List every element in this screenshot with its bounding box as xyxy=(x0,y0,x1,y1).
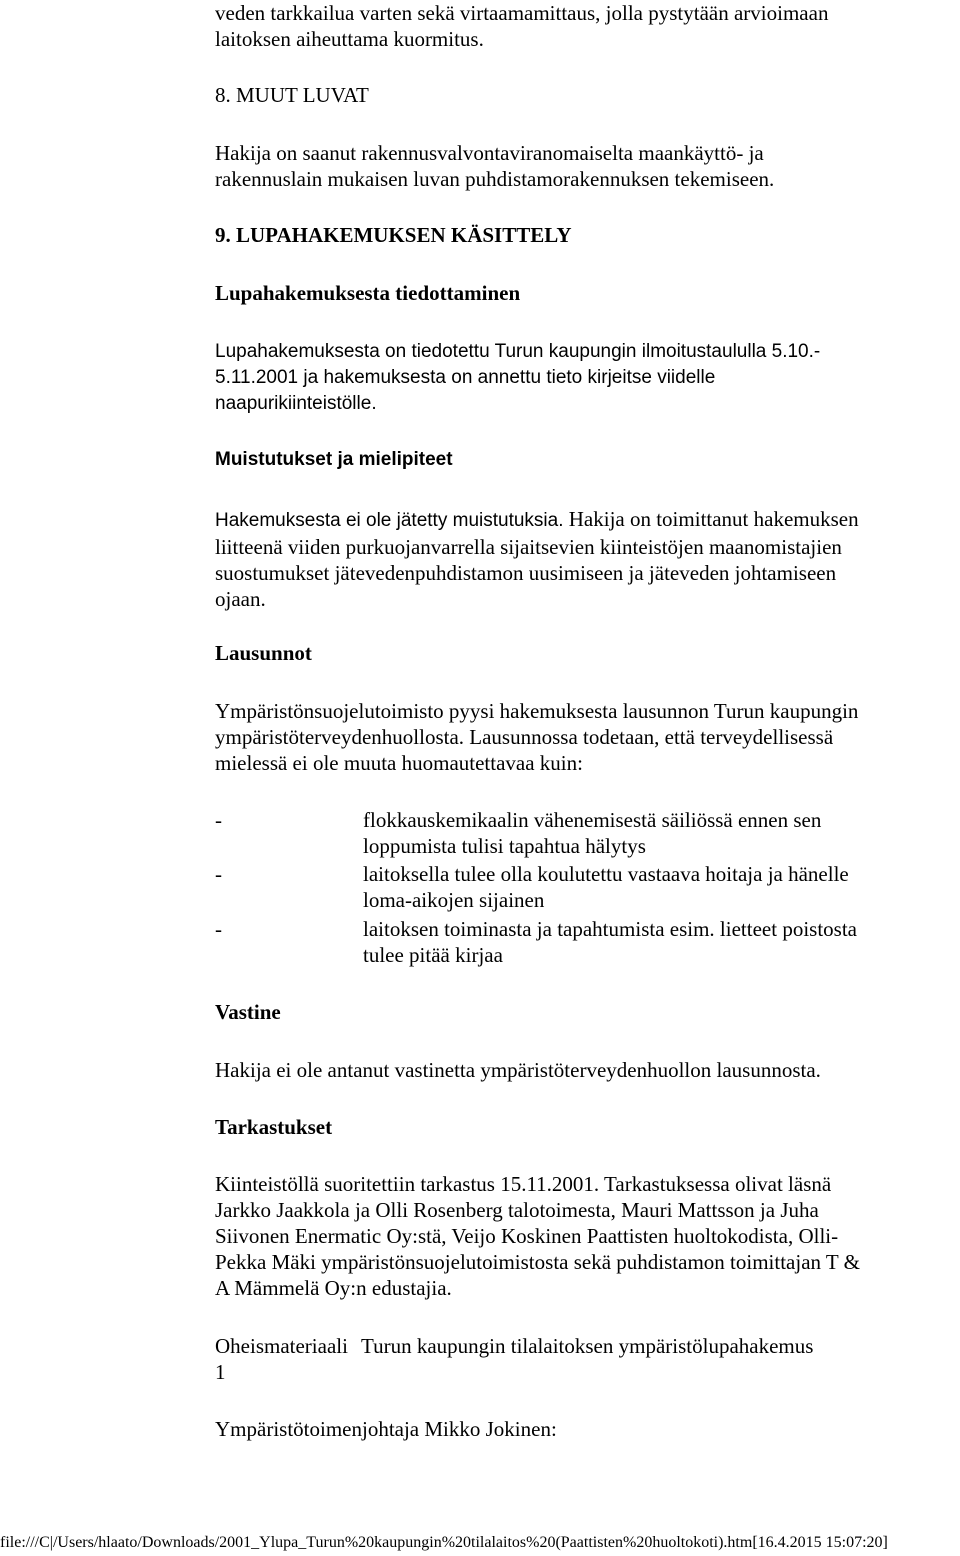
list-item-line-1: laitoksen toiminasta ja tapahtumista esim. lietteet poistosta xyxy=(363,917,857,941)
lausunnot-line-2: ympäristöterveydenhuollosta. Lausunnossa todetaan, että terveydellisessä xyxy=(215,725,834,749)
tarkastukset-line-5: A Mämmelä Oy:n edustajia. xyxy=(215,1276,452,1300)
list-item-line-1: flokkauskemikaalin vähenemisestä säiliössä ennen sen xyxy=(363,808,822,832)
tiedottaminen-line-1: Lupahakemuksesta on tiedotettu Turun kaupungin ilmoitustaululla 5.10.- xyxy=(215,341,821,362)
lausunnot-paragraph xyxy=(215,698,935,776)
tarkastukset-heading: Tarkastukset xyxy=(215,1115,333,1139)
tarkastukset-line-3: Siivonen Enermatic Oy:stä, Veijo Koskinen Paattisten huoltokodista, Olli- xyxy=(215,1224,839,1248)
muistutukset-line-2: liitteenä viiden purkuojanvarrella sijaitsevien kiinteistöjen maanomistajien xyxy=(215,535,842,559)
oheismateriaali-number: 1 xyxy=(215,1360,226,1384)
muistutukset-line-3: suostumukset jätevedenpuhdistamon uusimiseen ja jäteveden johtamiseen xyxy=(215,561,837,585)
lausunnot-line-3: mielessä ei ole muuta huomautettavaa kuin: xyxy=(215,751,583,775)
list-item-text xyxy=(363,861,923,913)
section-8-heading: 8. MUUT LUVAT xyxy=(215,83,369,107)
list-dash: - xyxy=(215,808,222,832)
tiedottaminen-paragraph xyxy=(215,339,935,417)
list-item-line-1: laitoksella tulee olla koulutettu vastaava hoitaja ja hänelle xyxy=(363,862,849,886)
list-dash: - xyxy=(215,862,222,886)
tarkastukset-line-2: Jarkko Jaakkola ja Olli Rosenberg talotoimesta, Mauri Mattsson ja Juha xyxy=(215,1198,819,1222)
muistutukset-heading: Muistutukset ja mielipiteet xyxy=(215,449,453,470)
list-item xyxy=(215,916,935,968)
section-8-paragraph xyxy=(215,140,935,192)
section-9-heading: 9. LUPAHAKEMUKSEN KÄSITTELY xyxy=(215,223,572,247)
intro-paragraph xyxy=(215,0,935,52)
oheismateriaali-line xyxy=(215,1333,935,1359)
list-item-line-2: loma-aikojen sijainen xyxy=(363,888,545,912)
list-item-line-2: tulee pitää kirjaa xyxy=(363,943,503,967)
list-item xyxy=(215,807,935,859)
section-8-line-1: Hakija on saanut rakennusvalvontaviranomaiselta maankäyttö- ja xyxy=(215,141,764,165)
list-item-line-2: loppumista tulisi tapahtua hälytys xyxy=(363,834,646,858)
intro-line-1: veden tarkkailua varten sekä virtaamamittaus, jolla pystytään arvioimaan xyxy=(215,1,829,25)
muistutukset-paragraph xyxy=(215,506,935,612)
footer-file-path: file:///C|/Users/hlaato/Downloads/2001_Ylupa_Turun%20kaupungin%20tilalaitos%20(Paattisten%20huoltokoti).htm[16.4.2015 15:07:20] xyxy=(0,1534,888,1551)
vastine-paragraph: Hakija ei ole antanut vastinetta ympäristöterveydenhuollon lausunnosta. xyxy=(215,1058,821,1082)
muistutukset-line-1 xyxy=(215,506,935,534)
lausunnot-heading: Lausunnot xyxy=(215,641,312,665)
tarkastukset-paragraph xyxy=(215,1171,935,1301)
section-8-line-2: rakennuslain mukaisen luvan puhdistamorakennuksen tekemiseen. xyxy=(215,167,775,191)
list-item-text xyxy=(363,807,923,859)
tarkastukset-line-1: Kiinteistöllä suoritettiin tarkastus 15.11.2001. Tarkastuksessa olivat läsnä xyxy=(215,1172,832,1196)
vastine-heading: Vastine xyxy=(215,1000,281,1024)
tiedottaminen-line-3: naapurikiinteistölle. xyxy=(215,393,377,414)
list-item-text xyxy=(363,916,923,968)
tiedottaminen-heading: Lupahakemuksesta tiedottaminen xyxy=(215,281,521,305)
list-item xyxy=(215,861,935,913)
oheismateriaali-label: Oheismateriaali xyxy=(215,1334,348,1358)
tiedottaminen-line-2: 5.11.2001 ja hakemuksesta on annettu tieto kirjeitse viidelle xyxy=(215,367,716,388)
muistutukset-line-4: ojaan. xyxy=(215,587,266,611)
muistutukset-line-1a: Hakemuksesta ei ole jätetty muistutuksia. xyxy=(215,510,564,531)
signature-line: Ympäristötoimenjohtaja Mikko Jokinen: xyxy=(215,1417,557,1441)
oheismateriaali-text: Turun kaupungin tilalaitoksen ympäristölupahakemus xyxy=(361,1334,814,1358)
muistutukset-line-1b: Hakija on toimittanut hakemuksen xyxy=(563,507,859,531)
tarkastukset-line-4: Pekka Mäki ympäristönsuojelutoimistosta sekä puhdistamon toimittajan T & xyxy=(215,1250,860,1274)
intro-line-2: laitoksen aiheuttama kuormitus. xyxy=(215,27,484,51)
oheismateriaali-row xyxy=(215,1333,935,1385)
list-dash: - xyxy=(215,917,222,941)
lausunnot-line-1: Ympäristönsuojelutoimisto pyysi hakemuksesta lausunnon Turun kaupungin xyxy=(215,699,859,723)
